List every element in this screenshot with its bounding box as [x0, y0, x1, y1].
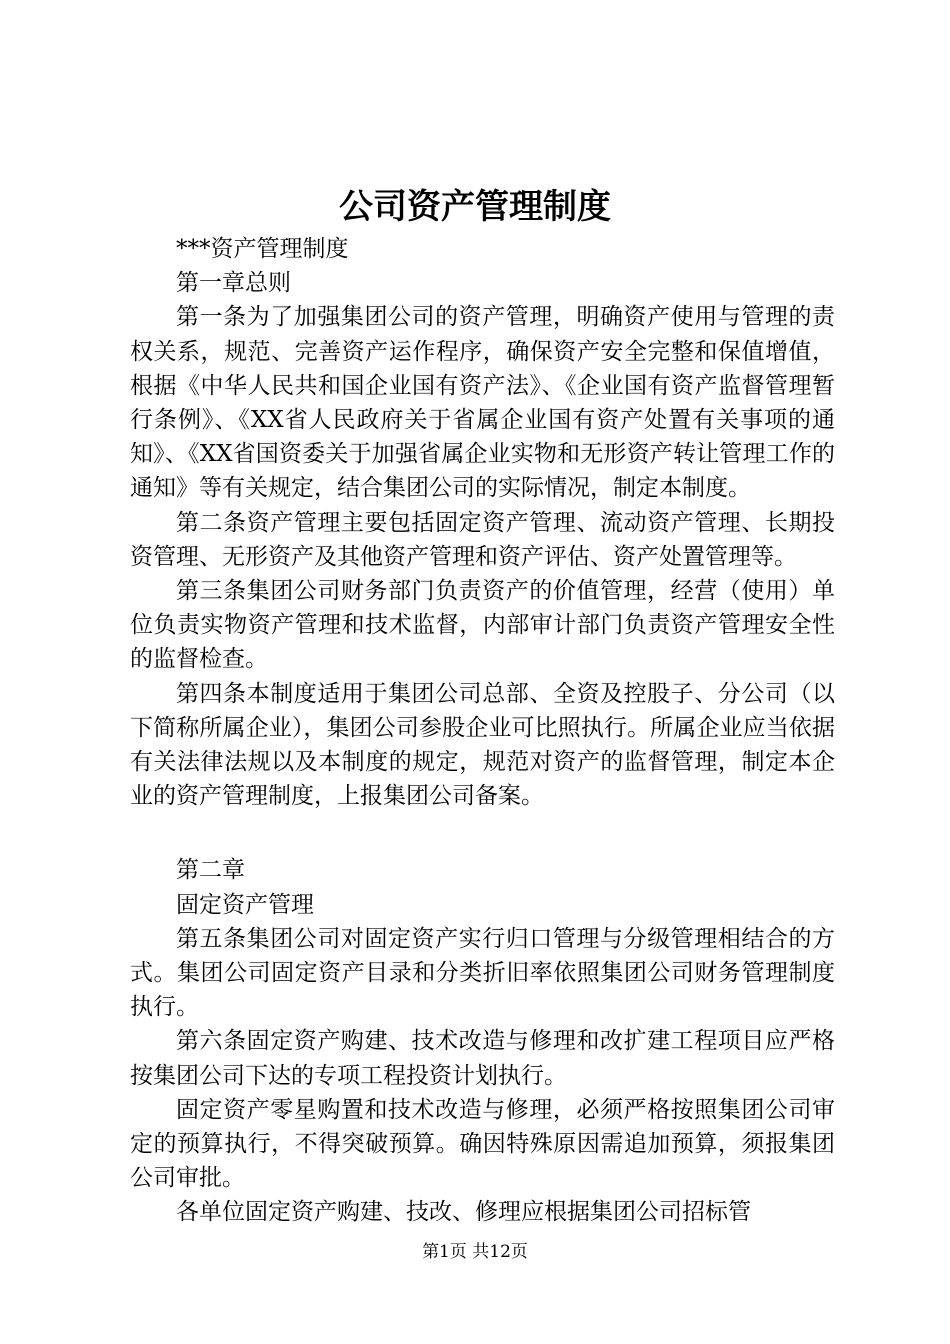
article-4: 第四条本制度适用于集团公司总部、全资及控股子、分公司（以下简称所属企业），集团公司参股企业可比照执行。所属企业应当依据有关法律法规以及本制度的规定，规范对资产的监督管理，制定本企业的资产管理制度，上报集团公司备案。 [130, 680, 835, 810]
chapter-2-title: 固定资产管理 [176, 891, 314, 918]
article-3: 第三条集团公司财务部门负责资产的价值管理，经营（使用）单位负责实物资产管理和技术监督，内部审计部门负责资产管理安全性的监督检查。 [130, 578, 835, 673]
paragraph-minor-purchase: 固定资产零星购置和技术改造与修理，必须严格按照集团公司审定的预算执行，不得突破预算。确因特殊原因需追加预算，须报集团公司审批。 [130, 1096, 835, 1192]
page-number-footer: 第1页 共12页 [422, 1242, 528, 1262]
chapter-2-heading: 第二章 [176, 857, 245, 884]
paragraph-system-name: ***资产管理制度 [176, 236, 349, 262]
chapter-1-heading: 第一章总则 [176, 270, 291, 297]
article-5: 第五条集团公司对固定资产实行归口管理与分级管理相结合的方式。集团公司固定资产目录和分类折旧率依照集团公司财务管理制度执行。 [130, 925, 835, 1021]
document-body [130, 232, 835, 1230]
document-title: 公司资产管理制度 [339, 187, 611, 227]
article-1: 第一条为了加强集团公司的资产管理，明确资产使用与管理的责权关系，规范、完善资产运作程序，确保资产安全完整和保值增值，根据《中华人民共和国企业国有资产法》、《企业国有资产监督管理暂行条例》、《XX省人民政府关于省属企业国有资产处置有关事项的通知》、《XX省国资委关于加强省属企业实物和无形资产转让管理工作的通知》等有关规定，结合集团公司的实际情况，制定本制度。 [130, 304, 835, 502]
paragraph-bidding: 各单位固定资产购建、技改、修理应根据集团公司招标管 [176, 1199, 751, 1226]
article-2: 第二条资产管理主要包括固定资产管理、流动资产管理、长期投资管理、无形资产及其他资产管理和资产评估、资产处置管理等。 [130, 509, 835, 570]
article-6: 第六条固定资产购建、技术改造与修理和改扩建工程项目应严格按集团公司下达的专项工程投资计划执行。 [130, 1028, 835, 1089]
section-spacer [130, 813, 835, 853]
